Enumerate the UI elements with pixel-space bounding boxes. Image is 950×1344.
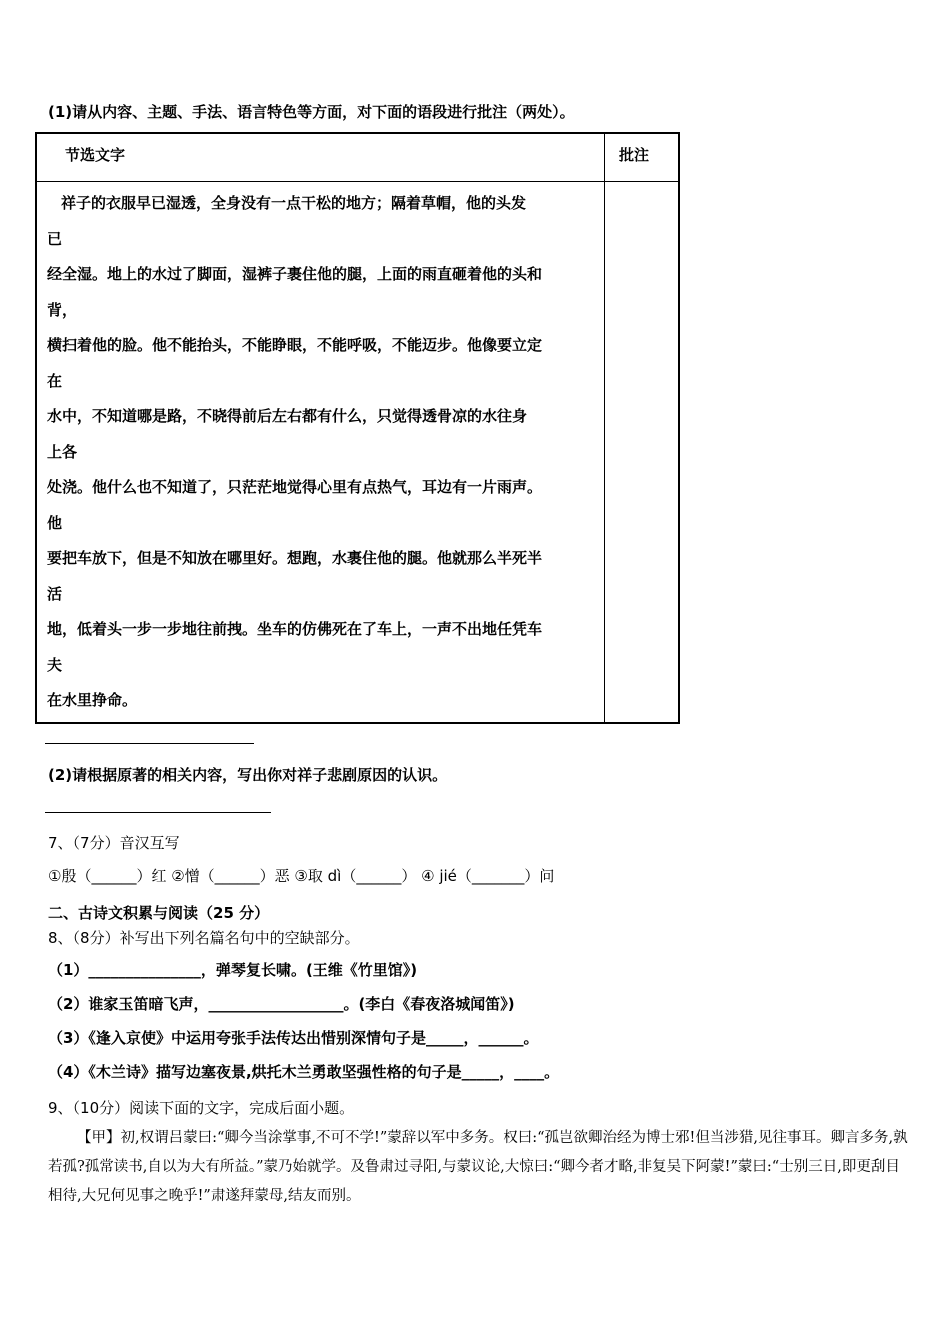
passage-line: 地，低着头一步一步地往前拽。坐车的仿佛死在了车上，一声不出地任凭车 xyxy=(47,620,543,638)
q6-part1-prompt: (1)请从内容、主题、手法、语言特色等方面，对下面的语段进行批注（两处）。 xyxy=(48,103,575,121)
answer-line-2[interactable] xyxy=(45,812,271,813)
q8-line-3: （3）《逢入京使》中运用夸张手法传达出惜别深情句子是_____，______。 xyxy=(48,1029,539,1047)
q6-part2-prompt: (2)请根据原著的相关内容，写出你对祥子悲剧原因的认识。 xyxy=(48,766,448,784)
passage-line: 在 xyxy=(47,371,63,390)
passage-line: 已 xyxy=(47,229,63,248)
q8-line-4: （4）《木兰诗》描写边塞夜景,烘托木兰勇敢坚强性格的句子是_____，____。 xyxy=(48,1063,560,1081)
q8-title: 8、（8分）补写出下列名篇名句中的空缺部分。 xyxy=(48,929,360,947)
passage-line: 上各 xyxy=(47,442,78,461)
annotation-cell[interactable] xyxy=(605,182,680,724)
q9-title: 9、（10分）阅读下面的文字，完成后面小题。 xyxy=(48,1099,355,1117)
annotation-table xyxy=(35,132,680,724)
passage-line: 在水里挣命。 xyxy=(47,691,138,709)
passage-line: 活 xyxy=(47,584,63,603)
passage-cell xyxy=(36,182,605,724)
section-2-title: 二、古诗文积累与阅读（25 分） xyxy=(48,904,270,922)
passage-line: 水中，不知道哪是路，不晓得前后左右都有什么，只觉得透骨凉的水往身 xyxy=(47,407,528,425)
passage-line: 祥子的衣服早已湿透，全身没有一点干松的地方；隔着草帽，他的头发 xyxy=(61,194,527,212)
passage-line: 夫 xyxy=(47,655,63,674)
table-header-passage: 节选文字 xyxy=(36,133,605,182)
q8-line-1: （1）_______________，弹琴复长啸。(王维《竹里馆》) xyxy=(48,961,418,979)
answer-line-1[interactable] xyxy=(45,743,254,744)
q9-passage xyxy=(48,1124,910,1211)
passage-line: 他 xyxy=(47,513,63,532)
q9-passage-text: 【甲】初,权谓吕蒙曰:“卿今当涂掌事,不可不学!”蒙辞以军中多务。权曰:“孤岂欲卿治经为博士邪!但当涉猎,见往事耳。卿言多务,孰若孤?孤常读书,自以为大有所益。”蒙乃始就学。及鲁肃过寻阳,与蒙议论,大惊曰:“卿今者才略,非复吴下阿蒙!”蒙曰:“士别三日,即更刮目相待,大兄何见事之晚乎!”肃遂拜蒙母,结友而别。 xyxy=(48,1130,908,1204)
q8-line-2: （2）谁家玉笛暗飞声，__________________。(李白《春夜洛城闻笛》) xyxy=(48,995,515,1013)
passage-line: 背， xyxy=(47,300,78,319)
q7-items: ①殷（______）红 ②憎（______）恶 ③取 dì（______） ④ jié（_______）问 xyxy=(48,867,555,885)
passage-line: 横扫着他的脸。他不能抬头，不能睁眼，不能呼吸，不能迈步。他像要立定 xyxy=(47,336,543,354)
passage-line: 要把车放下，但是不知放在哪里好。想跑，水裹住他的腿。他就那么半死半 xyxy=(47,549,543,567)
q7-title: 7、（7分）音汉互写 xyxy=(48,834,180,852)
passage-line: 经全湿。地上的水过了脚面，湿裤子裹住他的腿，上面的雨直砸着他的头和 xyxy=(47,265,543,283)
passage-line: 处浇。他什么也不知道了，只茫茫地觉得心里有点热气，耳边有一片雨声。 xyxy=(47,478,543,496)
table-header-annotation: 批注 xyxy=(605,133,680,182)
